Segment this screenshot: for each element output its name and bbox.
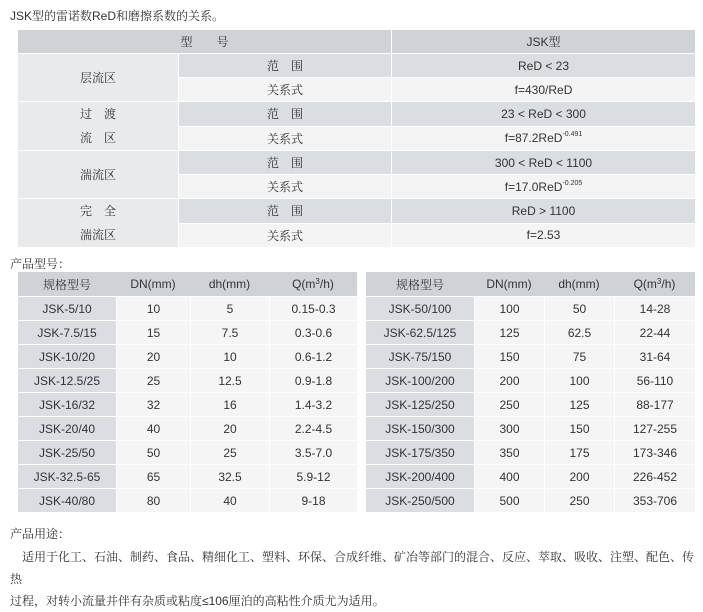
dh-cell: 150 bbox=[544, 417, 614, 441]
col-flow-header bbox=[269, 272, 357, 297]
dh-cell: 5 bbox=[190, 297, 269, 321]
col-model-header: 规格型号 bbox=[18, 272, 116, 297]
product-header-row bbox=[366, 272, 695, 297]
product-row bbox=[18, 465, 357, 489]
flow-cell: 173-346 bbox=[614, 441, 695, 465]
range-label: 范 围 bbox=[178, 53, 391, 77]
formula-label: 关系式 bbox=[178, 174, 391, 198]
dh-cell: 20 bbox=[190, 417, 269, 441]
model-cell: JSK-150/300 bbox=[366, 417, 474, 441]
dn-cell: 65 bbox=[116, 465, 190, 489]
relation-header-row bbox=[18, 30, 695, 53]
model-cell: JSK-32.5-65 bbox=[18, 465, 116, 489]
formula-exponent: -0.491 bbox=[562, 131, 583, 139]
dh-cell: 32.5 bbox=[190, 465, 269, 489]
dn-cell: 500 bbox=[474, 489, 544, 513]
flow-cell: 9-18 bbox=[269, 489, 357, 513]
product-model-heading: 产品型号： bbox=[10, 257, 71, 271]
model-cell: JSK-75/150 bbox=[366, 345, 474, 369]
header-model-label: JSK型 bbox=[391, 30, 695, 53]
flow-cell: 88-177 bbox=[614, 393, 695, 417]
formula-value bbox=[391, 174, 695, 198]
flow-header-exponent: 3 bbox=[656, 277, 662, 286]
flow-cell: 2.2-4.5 bbox=[269, 417, 357, 441]
product-row bbox=[366, 441, 695, 465]
relation-range-row bbox=[18, 53, 695, 77]
formula-label: 关系式 bbox=[178, 223, 391, 248]
zone-name bbox=[18, 101, 178, 150]
formula-base: f=2.53 bbox=[526, 228, 561, 243]
dn-cell: 100 bbox=[474, 297, 544, 321]
flow-cell: 5.9-12 bbox=[269, 465, 357, 489]
usage-heading: 产品用途： bbox=[10, 527, 71, 541]
flow-cell: 353-706 bbox=[614, 489, 695, 513]
col-model-header: 规格型号 bbox=[366, 272, 474, 297]
product-row bbox=[366, 393, 695, 417]
range-value: 300 < ReD < 1100 bbox=[391, 150, 695, 174]
relation-range-row bbox=[18, 101, 695, 126]
model-cell: JSK-125/250 bbox=[366, 393, 474, 417]
flow-header-prefix: Q(m bbox=[633, 277, 657, 291]
range-value: ReD < 23 bbox=[391, 53, 695, 77]
formula-exponent: -0.205 bbox=[562, 179, 583, 187]
formula-base: f=430/ReD bbox=[514, 82, 573, 97]
product-table-left bbox=[18, 272, 357, 513]
range-label: 范 围 bbox=[178, 198, 391, 223]
dn-cell: 350 bbox=[474, 441, 544, 465]
product-table-right bbox=[366, 272, 695, 513]
col-dn-header: DN(mm) bbox=[474, 272, 544, 297]
dn-cell: 15 bbox=[116, 321, 190, 345]
header-type-label: 型 号 bbox=[18, 30, 391, 53]
dn-cell: 10 bbox=[116, 297, 190, 321]
product-row bbox=[18, 489, 357, 513]
col-dh-header: dh(mm) bbox=[544, 272, 614, 297]
zone-name bbox=[18, 198, 178, 247]
flow-cell: 56-110 bbox=[614, 369, 695, 393]
dn-cell: 300 bbox=[474, 417, 544, 441]
model-cell: JSK-16/32 bbox=[18, 393, 116, 417]
product-header-row bbox=[18, 272, 357, 297]
relation-range-row bbox=[18, 198, 695, 223]
dh-cell: 75 bbox=[544, 345, 614, 369]
flow-cell: 0.3-0.6 bbox=[269, 321, 357, 345]
range-label: 范 围 bbox=[178, 101, 391, 126]
flow-cell: 127-255 bbox=[614, 417, 695, 441]
flow-cell: 1.4-3.2 bbox=[269, 393, 357, 417]
formula-value bbox=[391, 77, 695, 101]
formula-label: 关系式 bbox=[178, 77, 391, 101]
range-value: ReD > 1100 bbox=[391, 198, 695, 223]
zone-name-line: 过 渡 bbox=[79, 107, 116, 121]
dn-cell: 40 bbox=[116, 417, 190, 441]
formula-base: f=87.2ReD bbox=[504, 131, 563, 146]
flow-cell: 22-44 bbox=[614, 321, 695, 345]
zone-name-line: 湍流区 bbox=[79, 228, 116, 242]
flow-cell: 31-64 bbox=[614, 345, 695, 369]
model-cell: JSK-25/50 bbox=[18, 441, 116, 465]
zone-name bbox=[18, 150, 178, 198]
range-value: 23 < ReD < 300 bbox=[391, 101, 695, 126]
model-cell: JSK-200/400 bbox=[366, 465, 474, 489]
flow-cell: 3.5-7.0 bbox=[269, 441, 357, 465]
dn-cell: 250 bbox=[474, 393, 544, 417]
flow-header-suffix: /h) bbox=[661, 277, 676, 291]
flow-cell: 0.9-1.8 bbox=[269, 369, 357, 393]
product-row bbox=[18, 297, 357, 321]
flow-header-prefix: Q(m bbox=[292, 277, 316, 291]
dh-cell: 10 bbox=[190, 345, 269, 369]
zone-name-line: 流 区 bbox=[79, 131, 116, 145]
dn-cell: 32 bbox=[116, 393, 190, 417]
formula-value bbox=[391, 126, 695, 151]
product-row bbox=[366, 417, 695, 441]
product-row bbox=[366, 465, 695, 489]
model-cell: JSK-10/20 bbox=[18, 345, 116, 369]
reynolds-relation-table bbox=[18, 30, 695, 247]
dh-cell: 50 bbox=[544, 297, 614, 321]
dn-cell: 400 bbox=[474, 465, 544, 489]
dn-cell: 125 bbox=[474, 321, 544, 345]
dn-cell: 80 bbox=[116, 489, 190, 513]
zone-name-line: 层流区 bbox=[79, 70, 116, 85]
dh-cell: 100 bbox=[544, 369, 614, 393]
dh-cell: 12.5 bbox=[190, 369, 269, 393]
dh-cell: 250 bbox=[544, 489, 614, 513]
product-row bbox=[18, 345, 357, 369]
zone-name-line: 湍流区 bbox=[79, 167, 116, 182]
col-dn-header: DN(mm) bbox=[116, 272, 190, 297]
col-dh-header: dh(mm) bbox=[190, 272, 269, 297]
relation-range-row bbox=[18, 150, 695, 174]
model-cell: JSK-12.5/25 bbox=[18, 369, 116, 393]
dh-cell: 200 bbox=[544, 465, 614, 489]
product-row bbox=[366, 369, 695, 393]
dh-cell: 40 bbox=[190, 489, 269, 513]
col-flow-header bbox=[614, 272, 695, 297]
model-cell: JSK-5/10 bbox=[18, 297, 116, 321]
flow-cell: 0.15-0.3 bbox=[269, 297, 357, 321]
flow-header-exponent: 3 bbox=[315, 277, 320, 286]
formula-base: f=17.0ReD bbox=[504, 179, 563, 194]
dn-cell: 150 bbox=[474, 345, 544, 369]
dh-cell: 25 bbox=[190, 441, 269, 465]
usage-text bbox=[10, 546, 700, 612]
product-row bbox=[366, 321, 695, 345]
dh-cell: 16 bbox=[190, 393, 269, 417]
dn-cell: 20 bbox=[116, 345, 190, 369]
dn-cell: 50 bbox=[116, 441, 190, 465]
range-label: 范 围 bbox=[178, 150, 391, 174]
model-cell: JSK-40/80 bbox=[18, 489, 116, 513]
product-row bbox=[18, 393, 357, 417]
flow-cell: 14-28 bbox=[614, 297, 695, 321]
usage-line: 过程，对转小流量并伴有杂质或粘度≤106厘泊的高粘性介质尤为适用。 bbox=[10, 594, 385, 608]
product-row bbox=[366, 345, 695, 369]
zone-name-line: 完 全 bbox=[79, 204, 116, 218]
model-cell: JSK-7.5/15 bbox=[18, 321, 116, 345]
model-cell: JSK-250/500 bbox=[366, 489, 474, 513]
product-row bbox=[18, 441, 357, 465]
product-row bbox=[366, 297, 695, 321]
model-cell: JSK-50/100 bbox=[366, 297, 474, 321]
flow-cell: 0.6-1.2 bbox=[269, 345, 357, 369]
dh-cell: 62.5 bbox=[544, 321, 614, 345]
dn-cell: 25 bbox=[116, 369, 190, 393]
model-cell: JSK-175/350 bbox=[366, 441, 474, 465]
flow-cell: 226-452 bbox=[614, 465, 695, 489]
formula-label: 关系式 bbox=[178, 126, 391, 151]
model-cell: JSK-62.5/125 bbox=[366, 321, 474, 345]
usage-line: 适用于化工、石油、制药、食品、精细化工、塑料、环保、合成纤维、矿冶等部门的混合、反应、萃取、吸收、注塑、配色、传热 bbox=[10, 550, 695, 586]
model-cell: JSK-100/200 bbox=[366, 369, 474, 393]
dh-cell: 175 bbox=[544, 441, 614, 465]
dh-cell: 125 bbox=[544, 393, 614, 417]
formula-value bbox=[391, 223, 695, 248]
dn-cell: 200 bbox=[474, 369, 544, 393]
product-row bbox=[18, 369, 357, 393]
product-row bbox=[18, 321, 357, 345]
product-row bbox=[18, 417, 357, 441]
model-cell: JSK-20/40 bbox=[18, 417, 116, 441]
zone-name bbox=[18, 53, 178, 101]
page-title: JSK型的雷诺数ReD和磨擦系数的关系。 bbox=[10, 9, 225, 23]
product-row bbox=[366, 489, 695, 513]
flow-header-suffix: /h) bbox=[319, 277, 334, 291]
dh-cell: 7.5 bbox=[190, 321, 269, 345]
